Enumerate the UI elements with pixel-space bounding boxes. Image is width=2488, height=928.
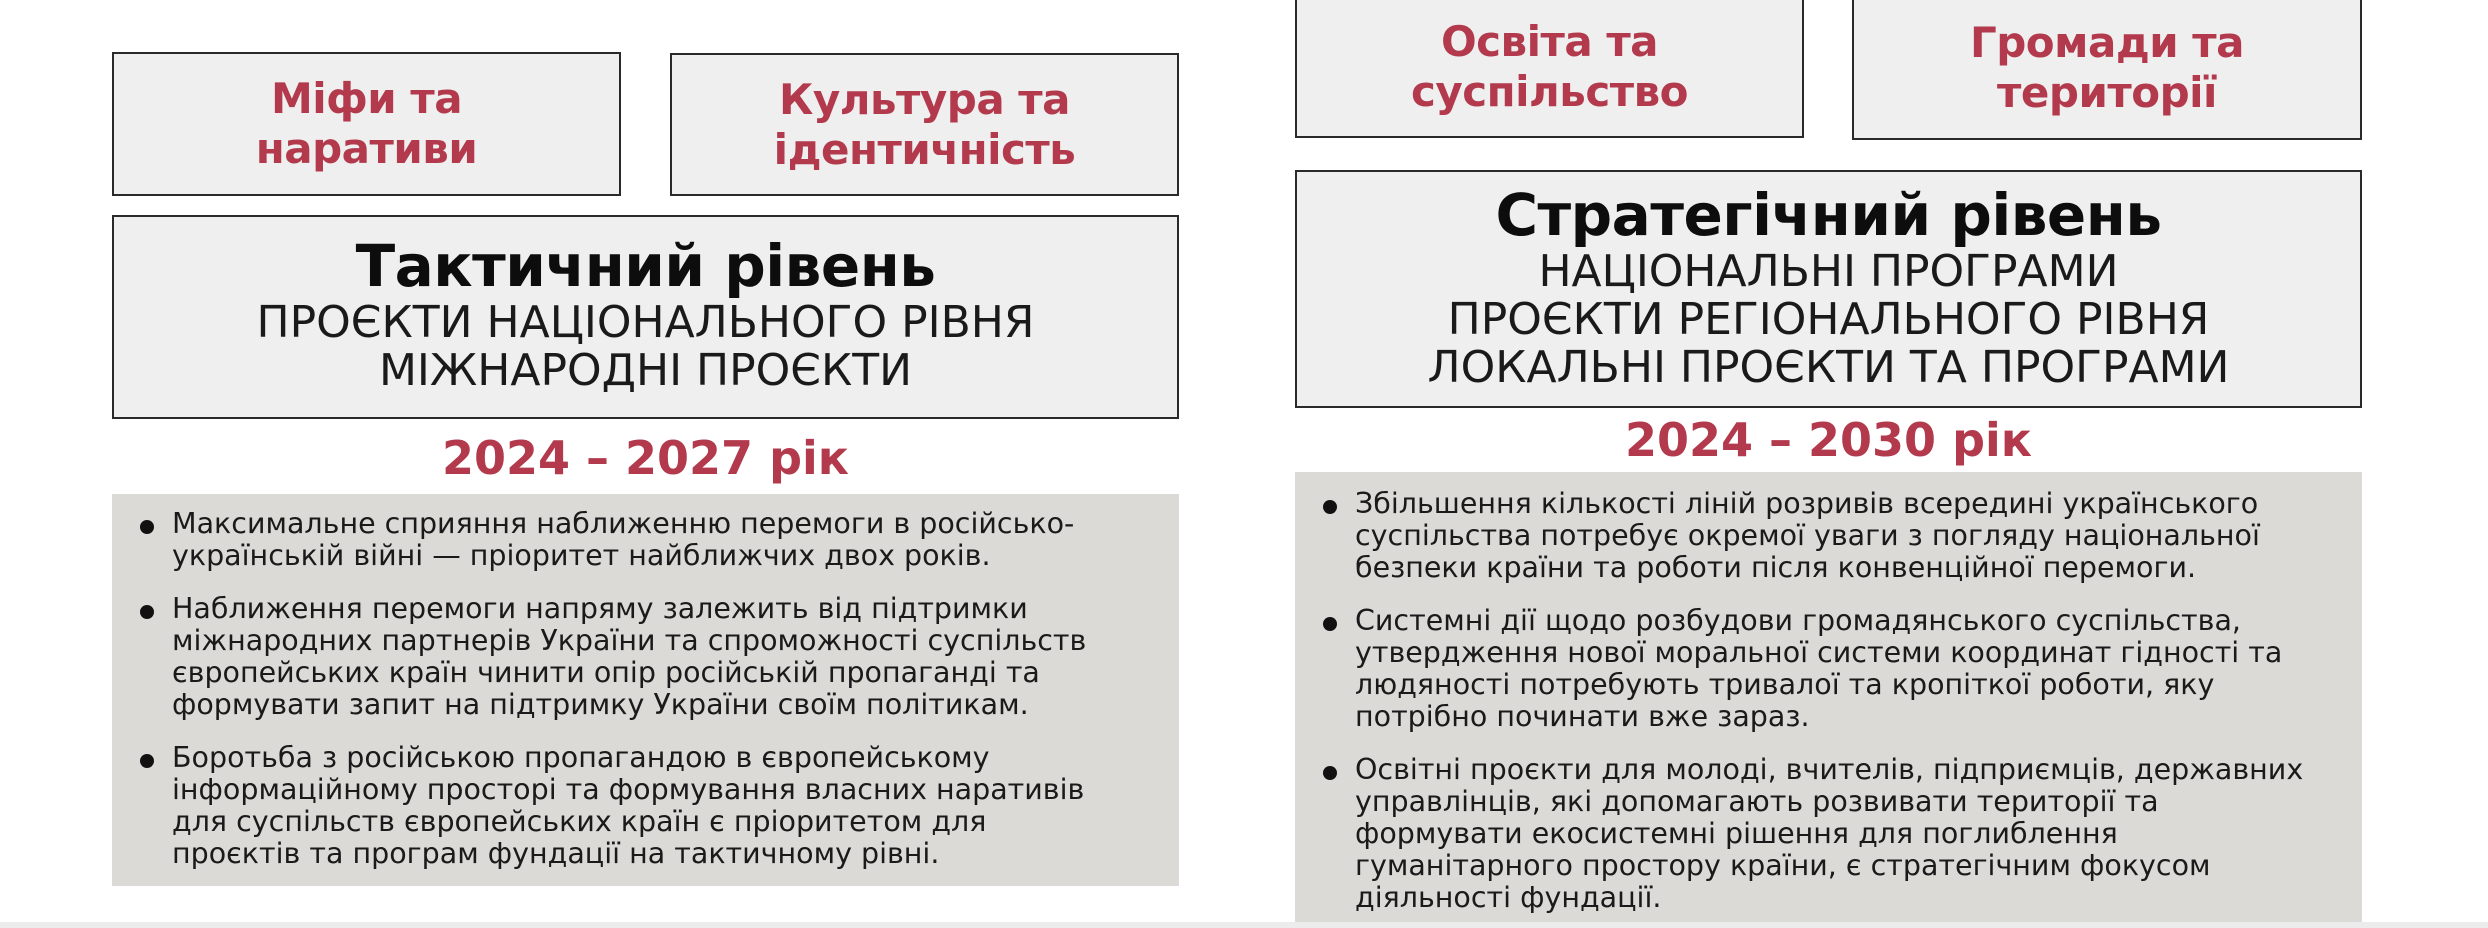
strategic-level-line: ПРОЄКТИ РЕГІОНАЛЬНОГО РІВНЯ xyxy=(1447,294,2210,345)
tactical-years: 2024 – 2027 рік xyxy=(441,431,849,485)
tactical-bullet-list xyxy=(112,508,1179,870)
tag-box-education xyxy=(1295,0,1804,138)
tactical-level-line: МІЖНАРОДНІ ПРОЄКТИ xyxy=(378,345,913,396)
strategic-years: 2024 – 2030 рік xyxy=(1624,413,2032,467)
strategic-level-line: НАЦІОНАЛЬНІ ПРОГРАМИ xyxy=(1538,246,2119,297)
tactical-level-box xyxy=(112,215,1179,419)
strategic-bullets-panel xyxy=(1295,472,2362,922)
list-item: Боротьба з російською пропагандою в європейському інформаційному просторі та формування власних наративів для суспільств європейських країн є пріоритетом для проєктів та програм фундації на тактичному рівні. xyxy=(112,742,1179,870)
list-item: Освітні проєкти для молоді, вчителів, підприємців, державних управлінців, які допомагають розвивати території та формувати екосистемні рішення для поглиблення гуманітарного простору країни, є стратегічним фокусом діяльності фундації. xyxy=(1295,754,2362,914)
strategic-bullet-list xyxy=(1295,488,2362,914)
list-item: Збільшення кількості ліній розривів всередині українського суспільства потребує окремої уваги з погляду національної безпеки країни та роботи після конвенційної перемоги. xyxy=(1295,488,2362,584)
tag-culture-label: Культура та ідентичність xyxy=(773,74,1076,174)
strategic-level-box xyxy=(1295,170,2362,408)
tag-communities-label: Громади та території xyxy=(1969,18,2244,117)
tag-education-label: Освіта та суспільство xyxy=(1410,17,1689,116)
strategic-level-line: ЛОКАЛЬНІ ПРОЄКТИ ТА ПРОГРАМИ xyxy=(1427,342,2230,393)
tactical-level-title: Тактичний рівень xyxy=(355,232,936,300)
list-item: Наближення перемоги напряму залежить від підтримки міжнародних партнерів України та спроможності суспільств європейських країн чинити опір російській пропаганді та формувати запит на підтримку України своїм політикам. xyxy=(112,593,1179,721)
list-item: Максимальне сприяння наближенню перемоги в російсько- українській війні — пріоритет найближчих двох років. xyxy=(112,508,1179,572)
tag-myths-label: Міфи та наративи xyxy=(255,74,478,173)
list-item: Системні дії щодо розбудови громадянського суспільства, утвердження нової моральної системи координат гідності та людяності потребують тривалої та кропіткої роботи, яку потрібно починати вже зараз. xyxy=(1295,605,2362,733)
tag-box-communities xyxy=(1852,0,2362,140)
tag-box-myths xyxy=(112,52,621,196)
strategic-level-title: Стратегічний рівень xyxy=(1495,181,2162,249)
bottom-divider xyxy=(0,922,2488,928)
tactical-bullets-panel xyxy=(112,494,1179,886)
tag-box-culture xyxy=(670,53,1179,196)
tactical-level-line: ПРОЄКТИ НАЦІОНАЛЬНОГО РІВНЯ xyxy=(256,297,1035,348)
